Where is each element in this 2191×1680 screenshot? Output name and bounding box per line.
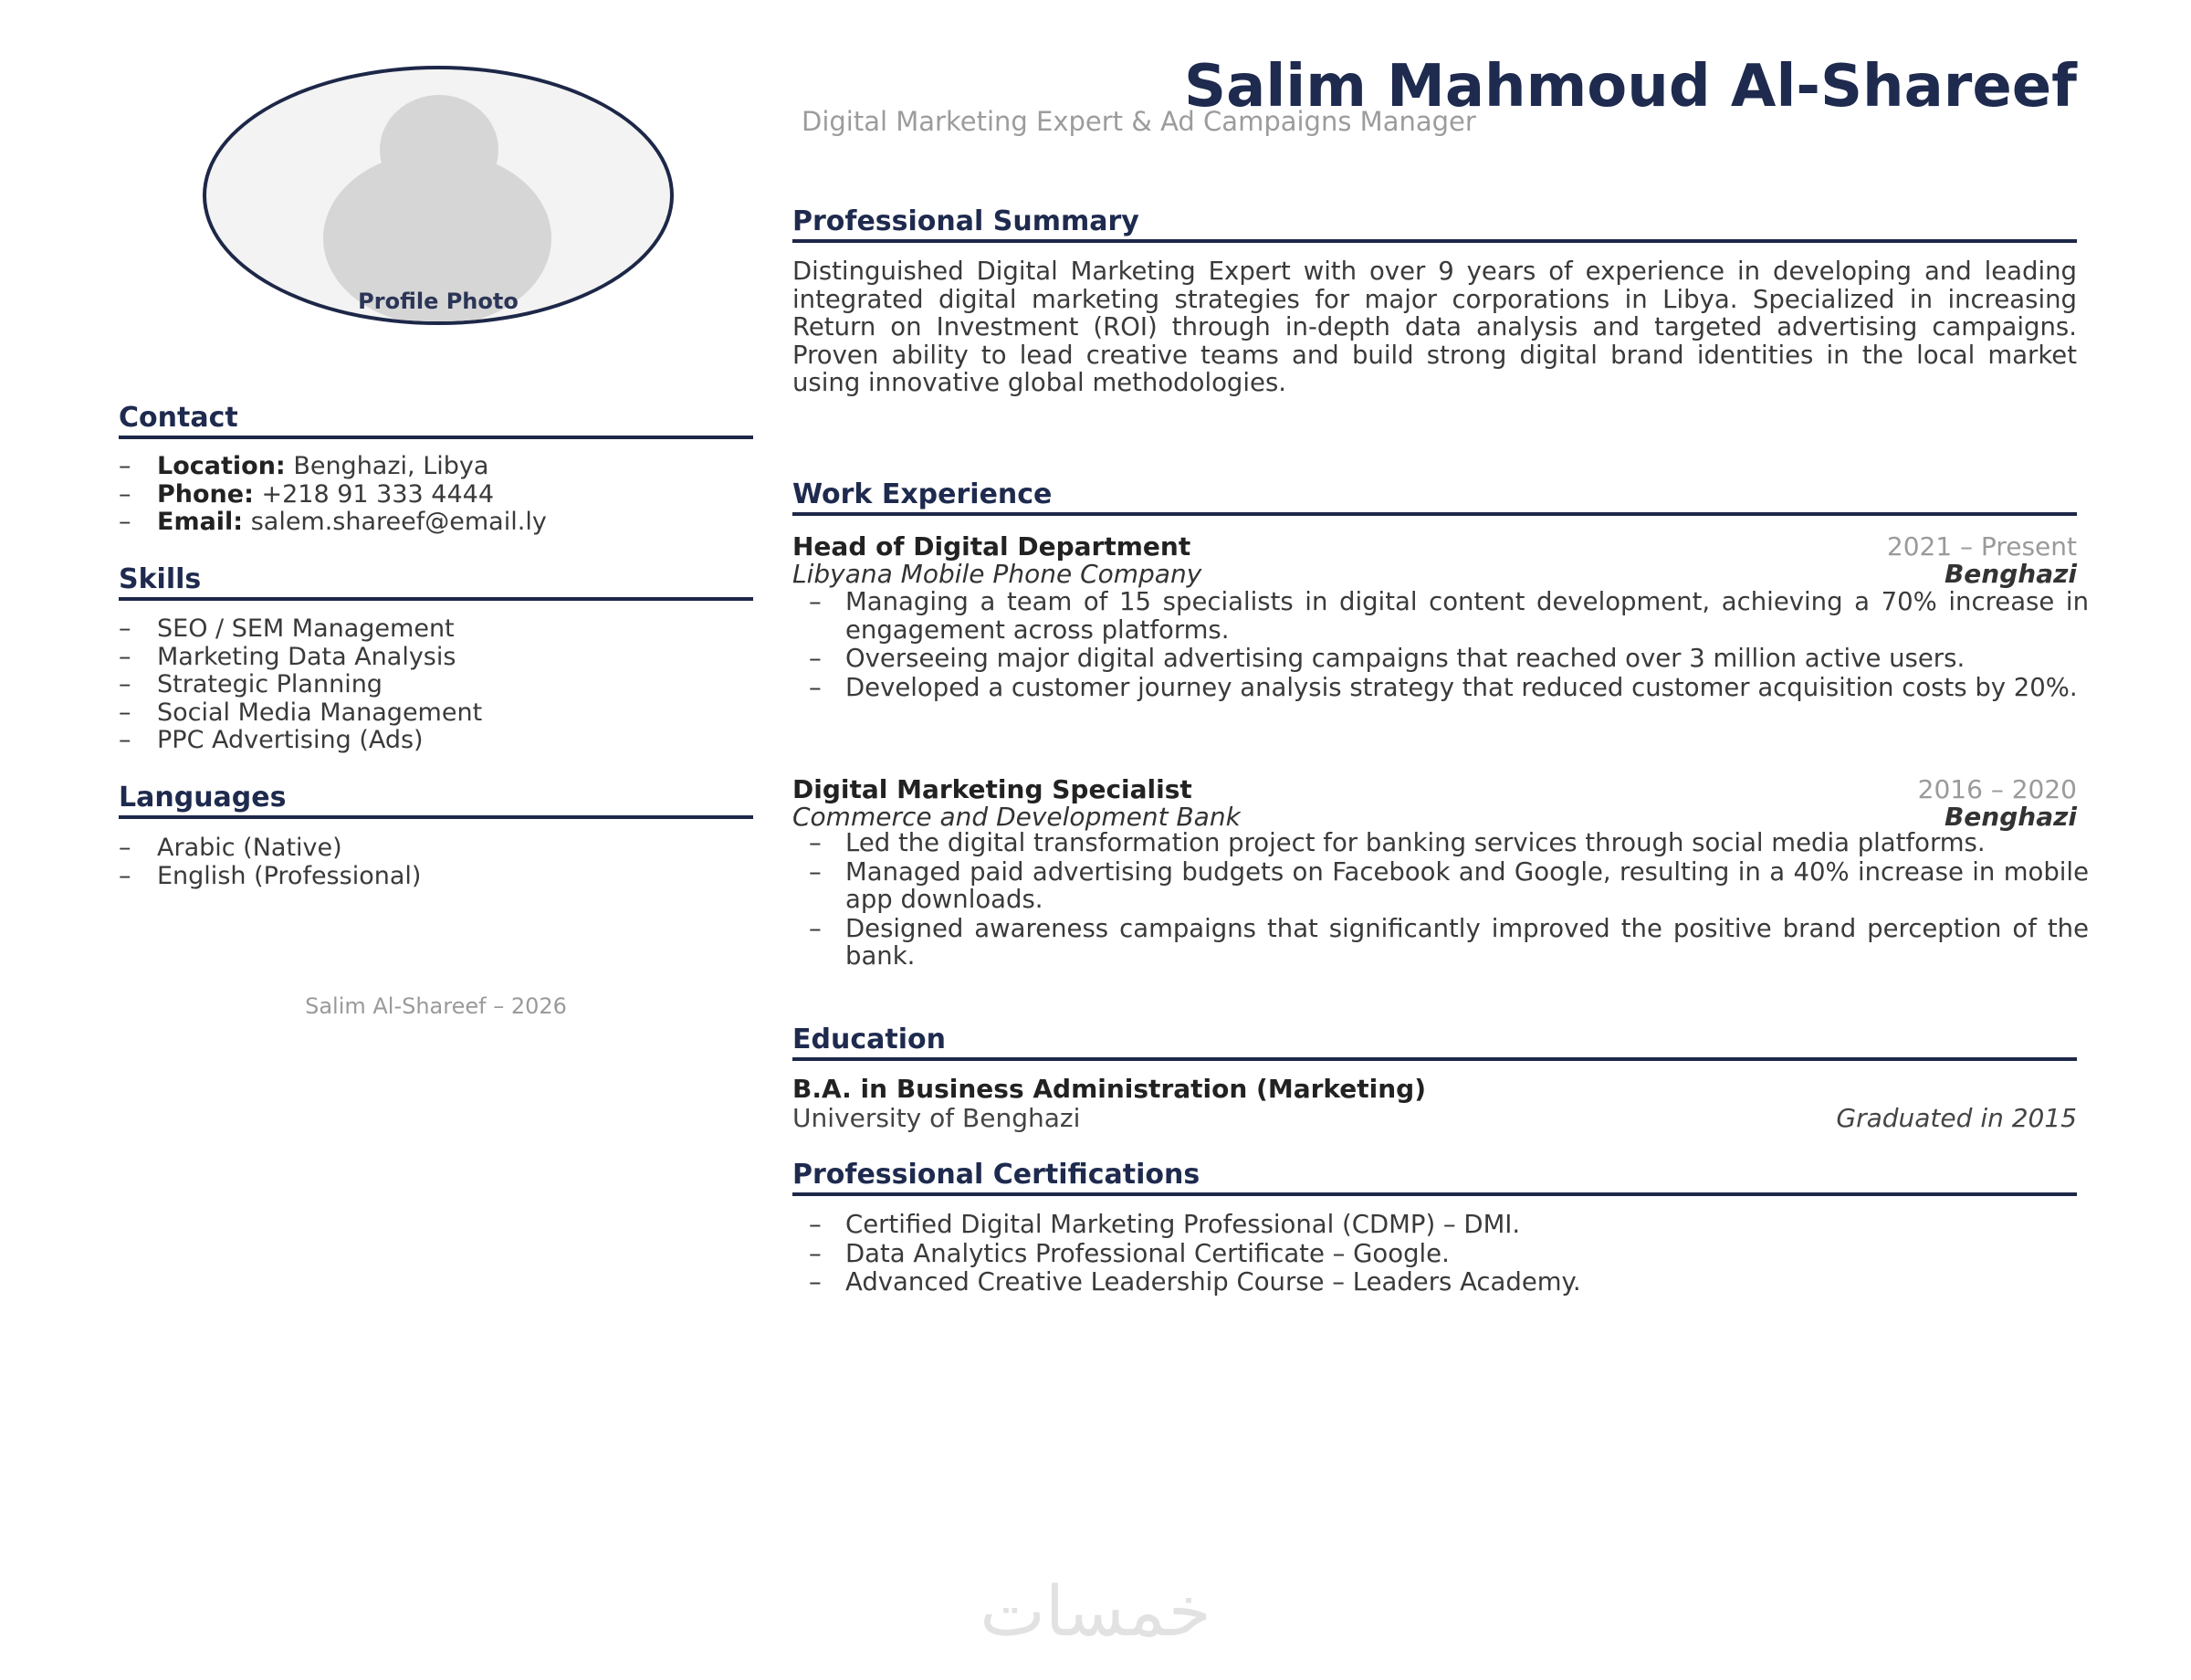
certification-item: – Advanced Creative Leadership Course – Leaders Academy.: [792, 1268, 2089, 1297]
candidate-title: Digital Marketing Expert & Ad Campaigns Manager: [802, 106, 1476, 137]
candidate-name: Salim Mahmoud Al-Shareef: [1184, 53, 2077, 121]
job-title: Digital Marketing Specialist: [792, 774, 1192, 804]
languages-heading: Languages: [119, 782, 753, 819]
job-location: Benghazi: [1944, 802, 2077, 832]
job-title: Head of Digital Department: [792, 531, 1191, 562]
education-degree-row: [792, 1074, 2077, 1104]
languages-list: [119, 835, 758, 890]
job-header: [792, 774, 2077, 804]
contact-phone: [119, 481, 758, 509]
education-school: University of Benghazi: [792, 1103, 1081, 1133]
summary-heading: Professional Summary: [792, 205, 2077, 243]
education-school-row: [792, 1103, 2077, 1133]
contact-list: [119, 453, 758, 537]
contact-value: Benghazi, Libya: [293, 452, 489, 480]
profile-photo-placeholder: [203, 66, 674, 325]
experience-heading: Work Experience: [792, 478, 2077, 516]
job-dates: 2016 – 2020: [1917, 774, 2077, 804]
skill-item: – SEO / SEM Management: [119, 615, 758, 644]
job-header: [792, 531, 2077, 562]
language-item: – English (Professional): [119, 863, 758, 891]
education-degree: B.A. in Business Administration (Marketing): [792, 1074, 1427, 1104]
job-bullets: [792, 588, 2089, 702]
job-bullet: – Managing a team of 15 specialists in digital content development, achieving a 70% increase in engagement across platforms.: [792, 588, 2089, 644]
contact-heading: Contact: [119, 402, 753, 439]
skill-item: – PPC Advertising (Ads): [119, 727, 758, 755]
certification-item: – Data Analytics Professional Certificate – Google.: [792, 1240, 2089, 1268]
contact-label: Location:: [157, 452, 286, 480]
job-bullet: – Designed awareness campaigns that significantly improved the positive brand perception of the bank.: [792, 915, 2089, 971]
job-company: Libyana Mobile Phone Company: [792, 559, 1202, 589]
contact-value: salem.shareef@email.ly: [250, 508, 547, 536]
certification-item: – Certified Digital Marketing Professional (CDMP) – DMI.: [792, 1211, 2089, 1239]
contact-label: Email:: [157, 508, 244, 536]
skill-item: – Strategic Planning: [119, 671, 758, 699]
certifications-heading: Professional Certifications: [792, 1159, 2077, 1196]
job-bullets: [792, 829, 2089, 971]
education-heading: Education: [792, 1024, 2077, 1061]
skills-heading: Skills: [119, 563, 753, 601]
contact-email: [119, 509, 758, 537]
contact-value: +218 91 333 4444: [261, 479, 494, 509]
photo-label: Profile Photo: [358, 289, 519, 314]
job-bullet: – Developed a customer journey analysis strategy that reduced customer acquisition costs by 20%.: [792, 674, 2089, 702]
job-bullet: – Overseeing major digital advertising campaigns that reached over 3 million active users.: [792, 645, 2089, 673]
certifications-list: [792, 1211, 2089, 1297]
skill-item: – Marketing Data Analysis: [119, 644, 758, 672]
sidebar-footer: Salim Al-Shareef – 2026: [305, 993, 567, 1019]
language-item: – Arabic (Native): [119, 835, 758, 863]
job-subheader: [792, 559, 2077, 589]
summary-text: Distinguished Digital Marketing Expert with over 9 years of experience in developing and leading integrated digital marketing strategies for major corporations in Libya. Specialized in increasing Return on Investment (ROI) through in-depth data analysis and targeted advertising campaigns. Proven ability to lead creative teams and build strong digital brand identities in the local market using innovative global methodologies.: [792, 257, 2077, 397]
education-graduated: Graduated in 2015: [1836, 1103, 2077, 1133]
job-bullet: – Led the digital transformation project for banking services through social media platforms.: [792, 829, 2089, 857]
job-bullet: – Managed paid advertising budgets on Facebook and Google, resulting in a 40% increase in mobile app downloads.: [792, 858, 2089, 914]
skills-list: [119, 615, 758, 755]
job-company: Commerce and Development Bank: [792, 802, 1241, 832]
skill-item: – Social Media Management: [119, 699, 758, 728]
contact-location: [119, 453, 758, 481]
job-location: Benghazi: [1944, 559, 2077, 589]
watermark-logo: خمسات: [980, 1570, 1211, 1652]
job-dates: 2021 – Present: [1886, 531, 2077, 562]
contact-label: Phone:: [157, 479, 254, 509]
